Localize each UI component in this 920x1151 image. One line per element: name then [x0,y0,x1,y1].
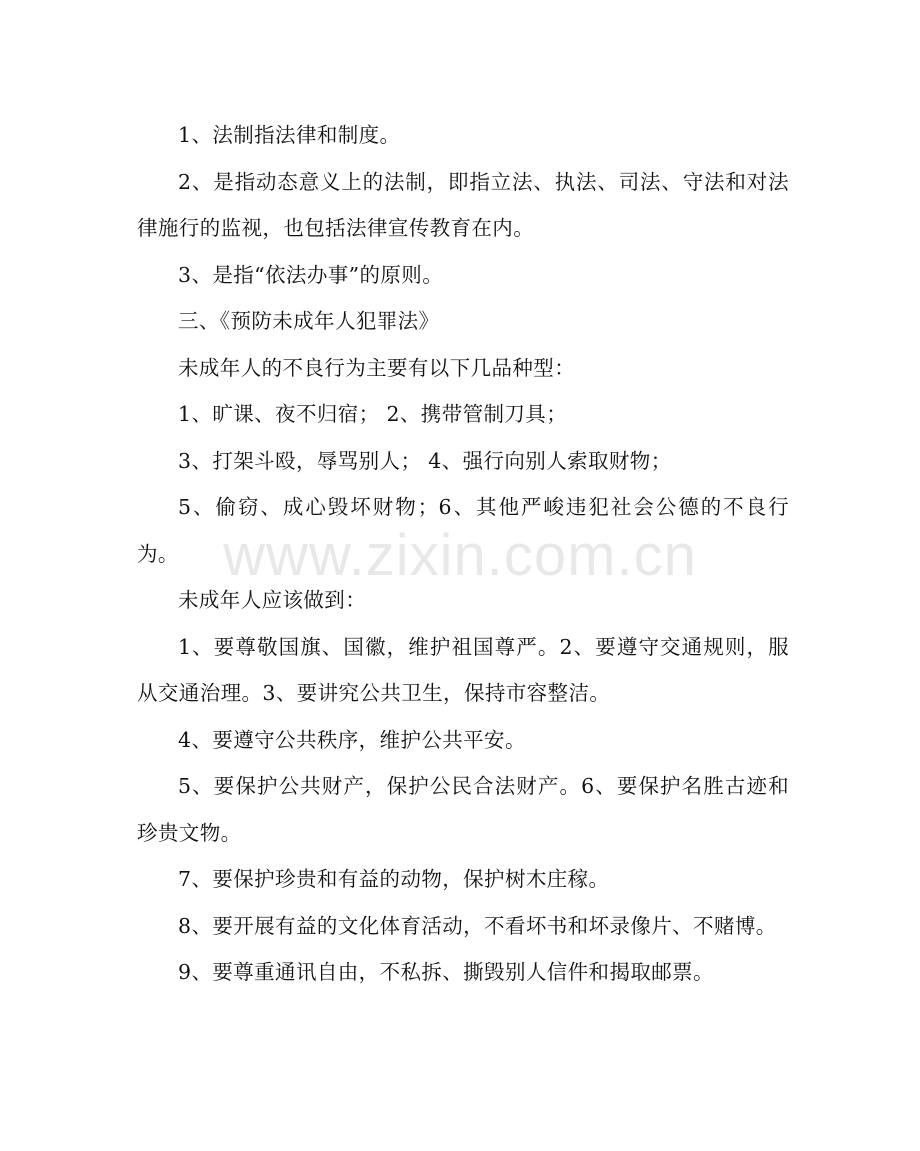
paragraph: 1、要尊敬国旗、国徽，维护祖国尊严。2、要遵守交通规则，服从交通治理。3、要讲究公共卫生，保持市容整洁。 [137,634,789,705]
paragraph: 5、要保护公共财产，保护公民合法财产。6、要保护名胜古迹和珍贵文物。 [137,774,789,845]
paragraph: 7、要保护珍贵和有益的动物，保护树木庄稼。 [178,867,610,891]
paragraph: 3、是指“依法办事”的原则。 [178,262,444,287]
paragraph: 3、打架斗殴，辱骂别人； 4、强行向别人索取财物； [178,448,672,473]
paragraph: 8、要开展有益的文化体育活动，不看坏书和坏录像片、不赌博。 [178,913,777,938]
watermark: www.zixin.com.cn [223,523,697,588]
document-body [137,112,789,996]
paragraph: 9、要尊重通讯自由，不私拆、撕毁别人信件和揭取邮票。 [178,960,714,984]
paragraph: 1、法制指法律和制度。 [178,123,401,147]
paragraph: 未成年人应该做到： [178,588,367,612]
section-heading: 三、《预防未成年人犯罪法》 [178,309,440,333]
paragraph: 5、偷窃、成心毁坏财物；6、其他严峻违犯社会公德的不良行为。 [137,495,789,566]
paragraph: 1、旷课、夜不归宿； 2、携带管制刀具； [178,402,568,426]
paragraph: 未成年人的不良行为主要有以下几品种型： [178,355,576,380]
paragraph: 4、要遵守公共秩序，维护公共平安。 [178,727,526,752]
paragraph: 2、是指动态意义上的法制，即指立法、执法、司法、守法和对法律施行的监视，也包括法律宣传教育在内。 [137,169,789,240]
